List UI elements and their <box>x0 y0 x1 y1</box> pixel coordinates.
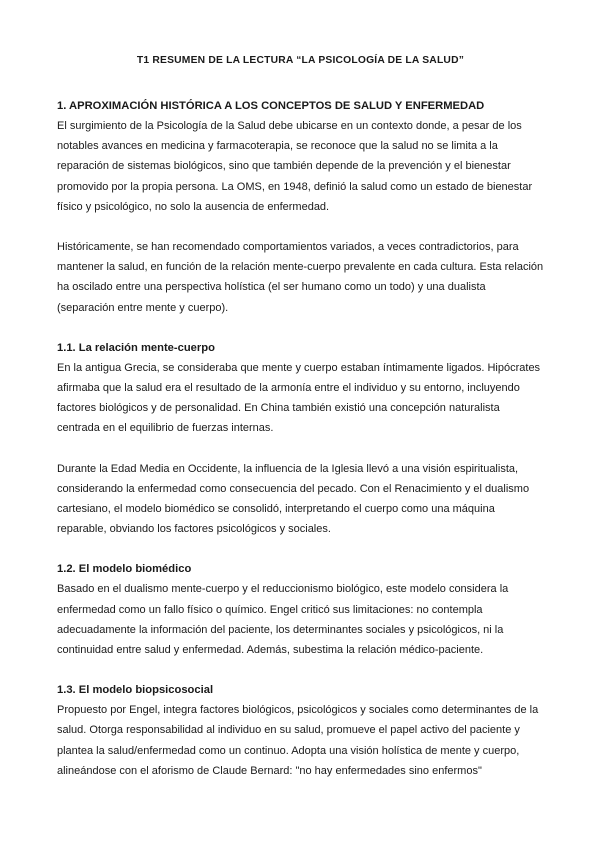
section-1-2-heading: 1.2. El modelo biomédico <box>57 563 192 576</box>
section-1-2-paragraph-1: Basado en el dualismo mente-cuerpo y el reduccionismo biológico, este modelo considera la enfermedad como un fallo físico o químico. Engel criticó sus limitaciones: no contempla adecuadamente la información del paciente, los determinantes sociales y psicológicos, ni la continuidad entre salud y enfermedad. Además, subestima la relación médico-paciente. <box>57 583 509 657</box>
section-1-1-paragraph-2: Durante la Edad Media en Occidente, la influencia de la Iglesia llevó a una visión espiritualista, considerando la enfermedad como consecuencia del pecado. Con el Renacimiento y el dualismo cartesiano, el modelo biomédico se consolidó, interpretando el cuerpo como una máquina reparable, obviando los factores psicológicos y sociales. <box>57 462 530 536</box>
section-1-2 <box>57 559 544 660</box>
document-title: T1 RESUMEN DE LA LECTURA “LA PSICOLOGÍA DE LA SALUD” <box>136 55 465 66</box>
section-1 <box>57 96 544 318</box>
section-1-paragraph-2: Históricamente, se han recomendado comportamientos variados, a veces contradictorios, para mantener la salud, en función de la relación mente-cuerpo prevalente en cada cultura. Esta relación ha oscilado entre una perspectiva holística (el ser humano como un todo) y una dualista (separación entre mente y cuerpo). <box>57 241 544 314</box>
section-1-1 <box>57 338 544 540</box>
section-1-3 <box>57 680 544 781</box>
section-1-1-paragraph-1: En la antigua Grecia, se consideraba que mente y cuerpo estaban íntimamente ligados. Hipócrates afirmaba que la salud era el resultado de la armonía entre el individuo y su entorno, incluyendo factores biológicos y de personalidad. En China también existió una concepción naturalista centrada en el equilibrio de fuerzas internas. <box>57 361 541 435</box>
document-page <box>57 54 544 781</box>
section-1-3-heading: 1.3. El modelo biopsicosocial <box>57 684 214 697</box>
section-1-paragraph-1: El surgimiento de la Psicología de la Salud debe ubicarse en un contexto donde, a pesar de los notables avances en medicina y farmacoterapia, se reconoce que la salud no se limita a la reparación de sistemas biológicos, sino que también depende de la prevención y el bienestar promovido por la propia persona. La OMS, en 1948, definió la salud como un estado de bienestar físico y psicológico, no solo la ausencia de enfermedad. <box>57 120 533 213</box>
section-1-1-heading: 1.1. La relación mente-cuerpo <box>57 341 215 354</box>
section-1-3-paragraph-1: Propuesto por Engel, integra factores biológicos, psicológicos y sociales como determinantes de la salud. Otorga responsabilidad al individuo en su salud, promueve el papel activo del paciente y plantea la salud/enfermedad como un continuo. Adopta una visión holística de mente y cuerpo, alineándose con el aforismo de Claude Bernard: "no hay enfermedades sino enfermos" <box>57 704 539 777</box>
section-1-heading: 1. APROXIMACIÓN HISTÓRICA A LOS CONCEPTOS DE SALUD Y ENFERMEDAD <box>57 100 485 112</box>
